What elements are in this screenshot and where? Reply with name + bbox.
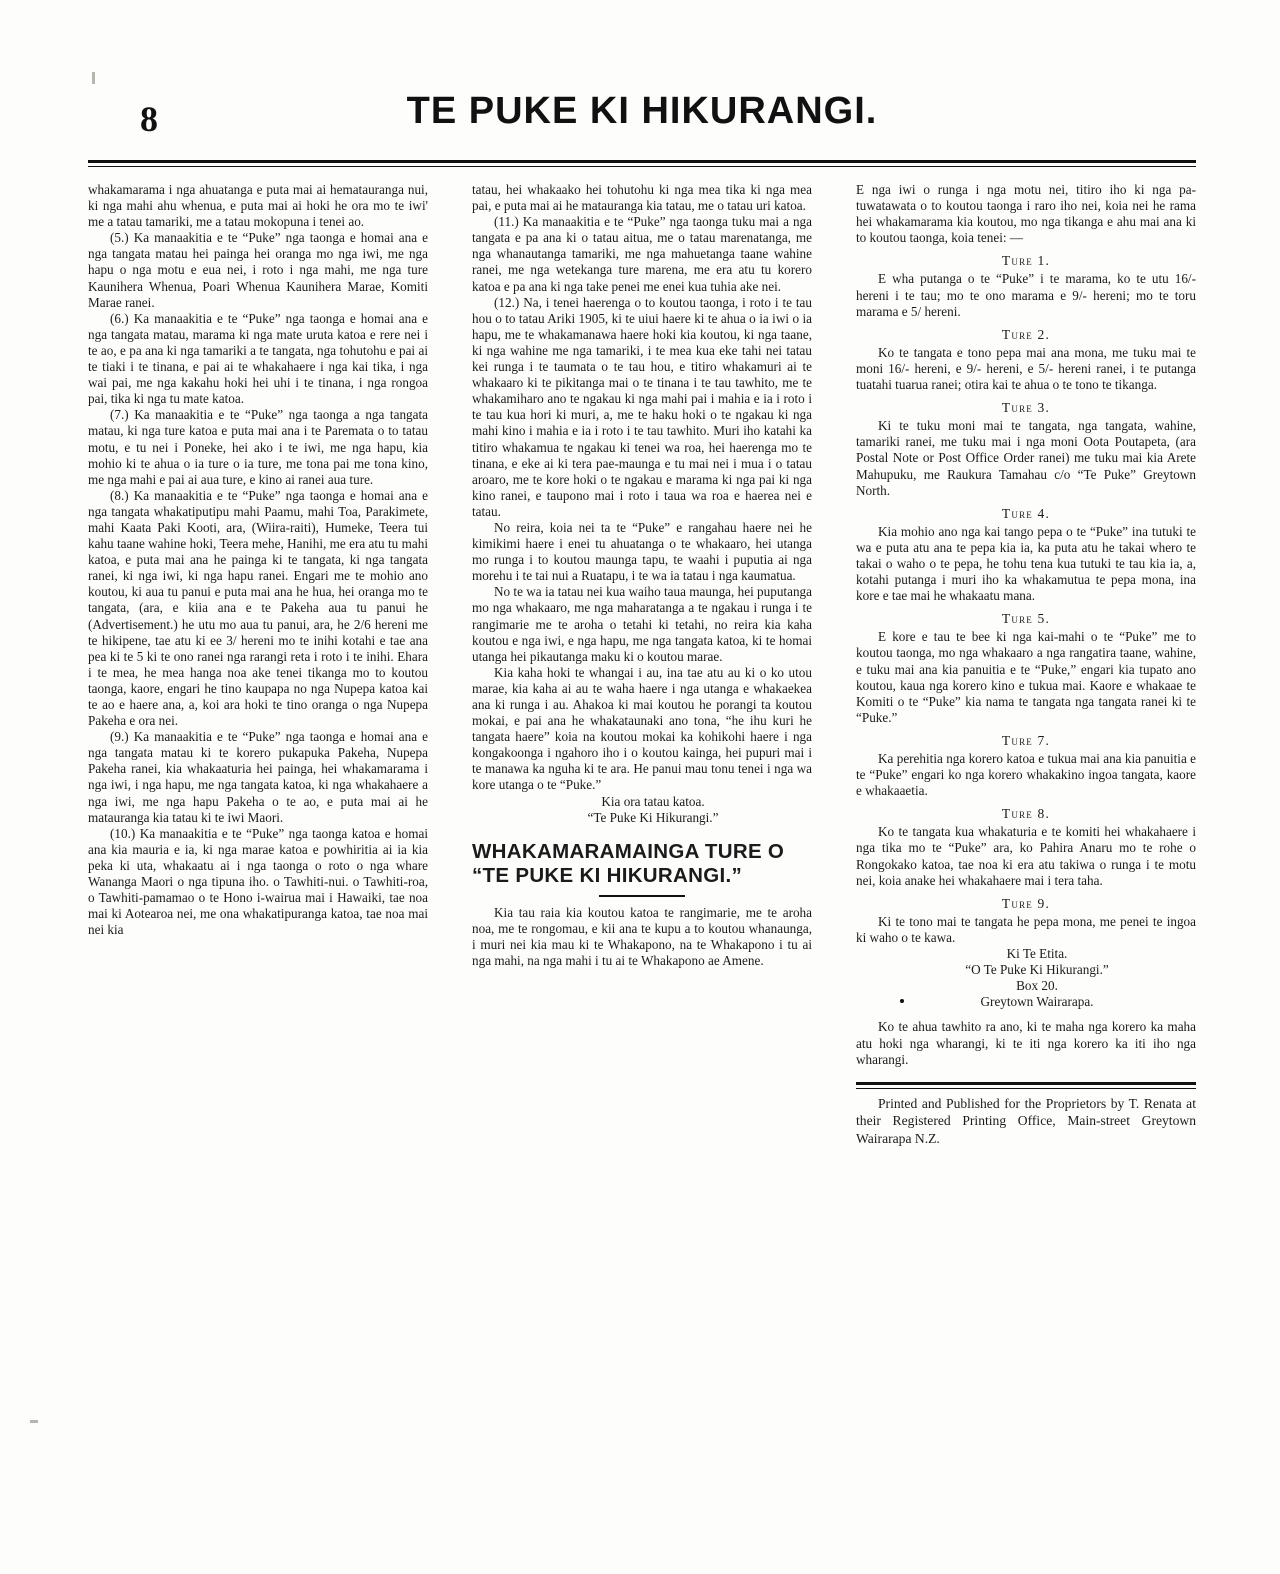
masthead <box>88 90 1196 160</box>
rule-text: Kia mohio ano nga kai tango pepa o te “Puke” ina tutuki te wa e puta atu ana te pepa kia ia, ka puta atu he takai whero te takai o waho o te pepa, he tohu tena kua tutuki te tau kia ia, a, kotahi putanga i muri iho ka whakamutua te pepa mona, ina kore e tae mai he whakaatu mana. <box>856 523 1196 604</box>
masthead-divider <box>88 160 1196 167</box>
paragraph: Ko te ahua tawhito ra ano, ki te maha nga korero ka maha atu hoki nga wharangi, ki te iti nga korero ka iti iho nga wharangi. <box>856 1019 1196 1067</box>
paragraph: No te wa ia tatau nei kua waiho taua maunga, hei puputanga mo nga whakaaro, me nga maharatanga a te ngakau i runga i te rangimarie me te aroha o tetahi ki tetahi, no reira kia kaha koutou e nga iwi, e nga hapu, me nga tangata katoa, ki te homai utanga hei pikautanga maku ki o koutou marae. <box>472 584 812 664</box>
paragraph: (11.) Ka manaakitia e te “Puke” nga taonga tuku mai a nga tangata e pa ana ki o tatau aitua, me o tatau marenatanga, me nga whanautanga tamariki, me nga mahuetanga taane wahine ranei, me nga wetekanga ture marena, me era atu tu korero katoa e pa ana ki nga take penei me enei kua tuhia ake nei. <box>472 214 812 294</box>
address-line <box>856 994 1196 1010</box>
rule-heading: Ture 8. <box>1001 806 1051 822</box>
rule-text: Ki te tono mai te tangata he pepa mona, me penei te ingoa ki waho o te kawa. <box>856 913 1196 945</box>
paragraph: whakamarama i nga ahuatanga e puta mai ai hematauranga nui, ki nga mahi ahu whenua, e puta mai ai hoki he ora mo te iwi' me a tatau tamariki, me a tatau mokopuna i tenei ao. <box>88 182 428 230</box>
article-columns <box>88 182 1196 1512</box>
column-two <box>472 182 812 969</box>
imprint: Printed and Published for the Proprietors by T. Renata at their Registered Printing Office, Main-street Greytown Wairarapa N.Z. <box>856 1095 1196 1146</box>
rule-heading: Ture 1. <box>1001 253 1051 269</box>
page-title: TE PUKE KI HIKURANGI. <box>406 90 878 132</box>
rule-heading: Ture 5. <box>1001 611 1051 627</box>
page-number: 8 <box>140 99 158 139</box>
paragraph: (12.) Na, i tenei haerenga o to koutou taonga, i roto i te tau hou o to tatau Ariki 1905, ki te uiui haere ki te ahua o ia iwi o ia hapu, me te whakamanawa haere hoki kia koutou, ki nga taane, ki nga wahine me nga tamariki, i te mea kua eke tahi nei tatau kei runga i te taumata o te tau hou, e titiro whakamuri ai te whakaaro ki te pikitanga mai o te tinana i te tau tawhito, me te whakamiharo ano te ngakau ki nga mahi pai i mahia e ia i roto i te tau kua hori ki muri, a, me te haku hoki o te ngakau ki nga mahi kino i mahia e ia i roto i te tau tawhito. Muri iho katahi ka titiro whakamua te ngakau ki tenei wa roa, hei haerenga mo te tinana, e eke ai ki tera pae-maunga e tu mai nei i mua i o tatau aroaro, me te kore hoki o te ngakau e marama ki nga pai ki nga kino ranei, e taupono mai i roto i taua wa roa e haerea nei e tatau. <box>472 294 812 519</box>
paragraph: (10.) Ka manaakitia e te “Puke” nga taonga katoa e homai ana kia mauria e ia, ki nga marae katoa e powhiritia ai ia kia peka ki uta, whakaatu ai i nga taonga o roto o nga whare Wananga Maori o nga tipuna iho. o Tawhiti-nui. o Tawhiti-roa, o Tawhiti-pamamao o te Hono i-wairua mai i Hawaiki, tae noa mai ki Aotearoa nei, me ona whakatipuranga katoa, tae noa mai nei kia <box>88 825 428 938</box>
address-text: Greytown Wairarapa. <box>980 994 1094 1010</box>
address-line: Box 20. <box>1016 978 1058 994</box>
paragraph: E nga iwi o runga i nga motu nei, titiro iho ki nga pa-tuwatawata o to koutou taonga i raro iho nei, koia nei he rama hei whakamarama kia koutou, mo nga tikanga e ahu mai ana ki to koutou taonga, koia tenei: — <box>856 182 1196 246</box>
column-three <box>856 182 1196 1147</box>
rule-text: E kore e tau te bee ki nga kai-mahi o te “Puke” me to koutou taonga, mo nga whakaaro a nga rangatira taane, wahine, e tuku mai ana kia panuitia e te “Puke,” engari kia tupato ano koutou, kaua nga korero kino e tukua mai. Kaore e whakaae te Komiti o te “Puke” kia nama te tangata nga tangata ranei ki te “Puke.” <box>856 629 1196 725</box>
paragraph: (5.) Ka manaakitia e te “Puke” nga taonga e homai ana e nga tangata matau hei painga hei oranga mo nga iwi, me nga hapu o nga motu e eua nei, i roto i nga mahi, me nga ture Kaunihera Whenua, Poari Whenua Kaunihera Marae, Komiti Marae ranei. <box>88 230 428 310</box>
column-one <box>88 182 428 938</box>
rule-heading: Ture 3. <box>1001 400 1051 416</box>
section-heading: WHAKAMARAMAINGA TURE O “TE PUKE KI HIKURANGI.” <box>472 839 785 887</box>
paragraph: (8.) Ka manaakitia e te “Puke” nga taonga e homai ana e nga tangata whakatiputipu mahi Paamu, mahi Toa, Parakimete, mahi Kaata Paki Kooti, ara, (Wiira-raiti), Humeke, Teera tui kahu taane wahine hoki, Teera mehe, Hanihi, me era atu tu mahi katoa, e puta mai ana he painga ki te tangata, ki nga tangata ranei, ki nga iwi, ki nga hapu ranei. Engari me te mohio ano koutou, ki aua tu panui e puta mai ana he hua, hei oranga mo te tangata, (ara, e kiia ana e te Pakeha aua tu panui he (Advertisement.) he utu mo aua tu panui, ara, he 2/6 hereni me te hikipene, tae atu ki ee 3/ hereni mo te inihi kotahi e tae ana pea ki te 5 ki te ono ranei nga rarangi reta i roto i te inihi. Ehara i te mea, he mea hanga noa ake tenei tikanga mo to koutou taonga, kaore, engari he tino kaupapa no nga Nupepa katoa kai te ao e haere ana, a, koi ara hoki te tino oranga o nga Nupepa Pakeha e ora nei. <box>88 487 428 729</box>
paragraph: tatau, hei whakaako hei tohutohu ki nga mea tika ki nga mea pai, e puta mai ai he matauranga kia tatau, me o tatau uri katoa. <box>472 182 812 214</box>
rule-heading: Ture 9. <box>1001 895 1051 911</box>
paragraph: No reira, koia nei ta te “Puke” e rangahau haere nei he kimikimi haere i enei tu ahuatanga o te whakaaro, hei utanga mo runga i to koutou maunga tapu, te waahi i puputia ai nga morehu i te tai nui a Ruatapu, i te wa ia tatau i nga kaumatua. <box>472 519 812 584</box>
signature-line: “Te Puke Ki Hikurangi.” <box>587 809 719 825</box>
section-divider <box>599 895 685 897</box>
paragraph: (7.) Ka manaakitia e te “Puke” nga taonga a nga tangata matau, ki nga ture katoa e puta mai ana i te Paremata o to tatau motu, e tu nei i Poneke, hei ako i te iwi, me nga hapu, kia mohio ki te ahua o ia ture o ia ture, me tona pai me tona kino, me nga mahi e pai ai aua ture, e kino ai ranei aua ture. <box>88 407 428 487</box>
scan-speck <box>30 1420 38 1423</box>
paragraph: Kia tau raia kia koutou katoa te rangimarie, me te aroha noa, me te rongomau, e kii ana te kupu a to koutou whanaunga, i muri nei kia mau ki te Whakapono, na te Whakapono i tu ai nga mahi, na nga mahi i tu ai te Whakapono ae Amene. <box>472 904 812 969</box>
rule-text: Ki te tuku moni mai te tangata, nga tangata, wahine, tamariki ranei, me tuku mai i nga moni Oota Poutapeta, (ara Postal Note or Post Office Order ranei) me tuku mai kia Arete Mahupuku, me Raukura Tamahau c/o “Te Puke” Greytown North. <box>856 418 1196 498</box>
rule-heading: Ture 2. <box>1001 326 1051 342</box>
address-line: Ki Te Etita. <box>1006 946 1068 962</box>
rule-text: Ko te tangata e tono pepa mai ana mona, me tuku mai te moni 16/- hereni, e 9/- hereni, e 5/- hereni ranei, i te putanga tuatahi tuarua ranei; otira kai te ahua o te tono te tikanga. <box>856 344 1196 393</box>
closing-line: Kia ora tatau katoa. <box>601 793 705 809</box>
rule-text: E wha putanga o te “Puke” i te marama, ko te utu 16/- hereni i te tau; mo te ono marama e 9/- hereni; mo te toru marama e 5/ hereni. <box>856 271 1196 319</box>
paragraph: (6.) Ka manaakitia e te “Puke” nga taonga e homai ana e nga tangata matau, marama ki nga mate uruta katoa e rere nei i te ao, e pa ana ki nga tamariki a te tangata, nga tohutohu e pai ai te tiaki i te tinana, e pai ai te whakahaere i nga kai tika, i nga wai pai, me nga kakahu hoki hei uhi i te tinana, i nga rongoa pai, tika ki nga tu mate katoa. <box>88 310 428 407</box>
rule-text: Ko te tangata kua whakaturia e te komiti hei whakahaere i nga tika mo te “Puke” ara, ko Pahira Anaru mo te rohe o Rongokako katoa, tae noa ki era atu takiwa o runga i te motu nei, koia anake hei whakahaere mai i tera taha. <box>856 824 1196 888</box>
bullet-icon <box>900 999 904 1003</box>
address-line: “O Te Puke Ki Hikurangi.” <box>965 962 1109 978</box>
imprint-divider <box>856 1082 1196 1089</box>
scan-speck <box>92 72 95 84</box>
rule-text: Ka perehitia nga korero katoa e tukua mai ana kia panuitia e te “Puke” engari ko nga korero whakakino ingoa tangata, kaore e whakaaetia. <box>856 751 1196 799</box>
rule-heading: Ture 7. <box>1001 732 1051 748</box>
rule-heading: Ture 4. <box>1001 505 1051 521</box>
paragraph: Kia kaha hoki te whangai i au, ina tae atu au ki o ko utou marae, kia kaha ai au te waha haere i nga utanga e whakaekea ana ki runga i au. Ahakoa ki mai koutou he porangi ta koutou mokai, e pai ana he whakataunaki ano tona, “he ihu kuri he tangata haere” koia na koutou mokai ka kohikohi haere i nga kongakoonga i ngahoro iho i o koutou kainga, hei pupuri mai i te manawa ka nguha ki te ara. He panui mau tonu tenei i nga wa kore utanga o te “Puke.” <box>472 664 812 793</box>
paragraph: (9.) Ka manaakitia e te “Puke” nga taonga e homai ana e nga tangata matau ki te korero pukapuka Pakeha, Nupepa Pakeha ranei, kia whakaaturia hei painga, hei whakamarama i nga iwi, i nga hapu, me nga tangata katoa, ki nga whakahaere a nga iwi, me nga hapu Pakeha o te ao, e puta mai ai he matauranga kia tatau ki te iwi Maori. <box>88 729 428 825</box>
